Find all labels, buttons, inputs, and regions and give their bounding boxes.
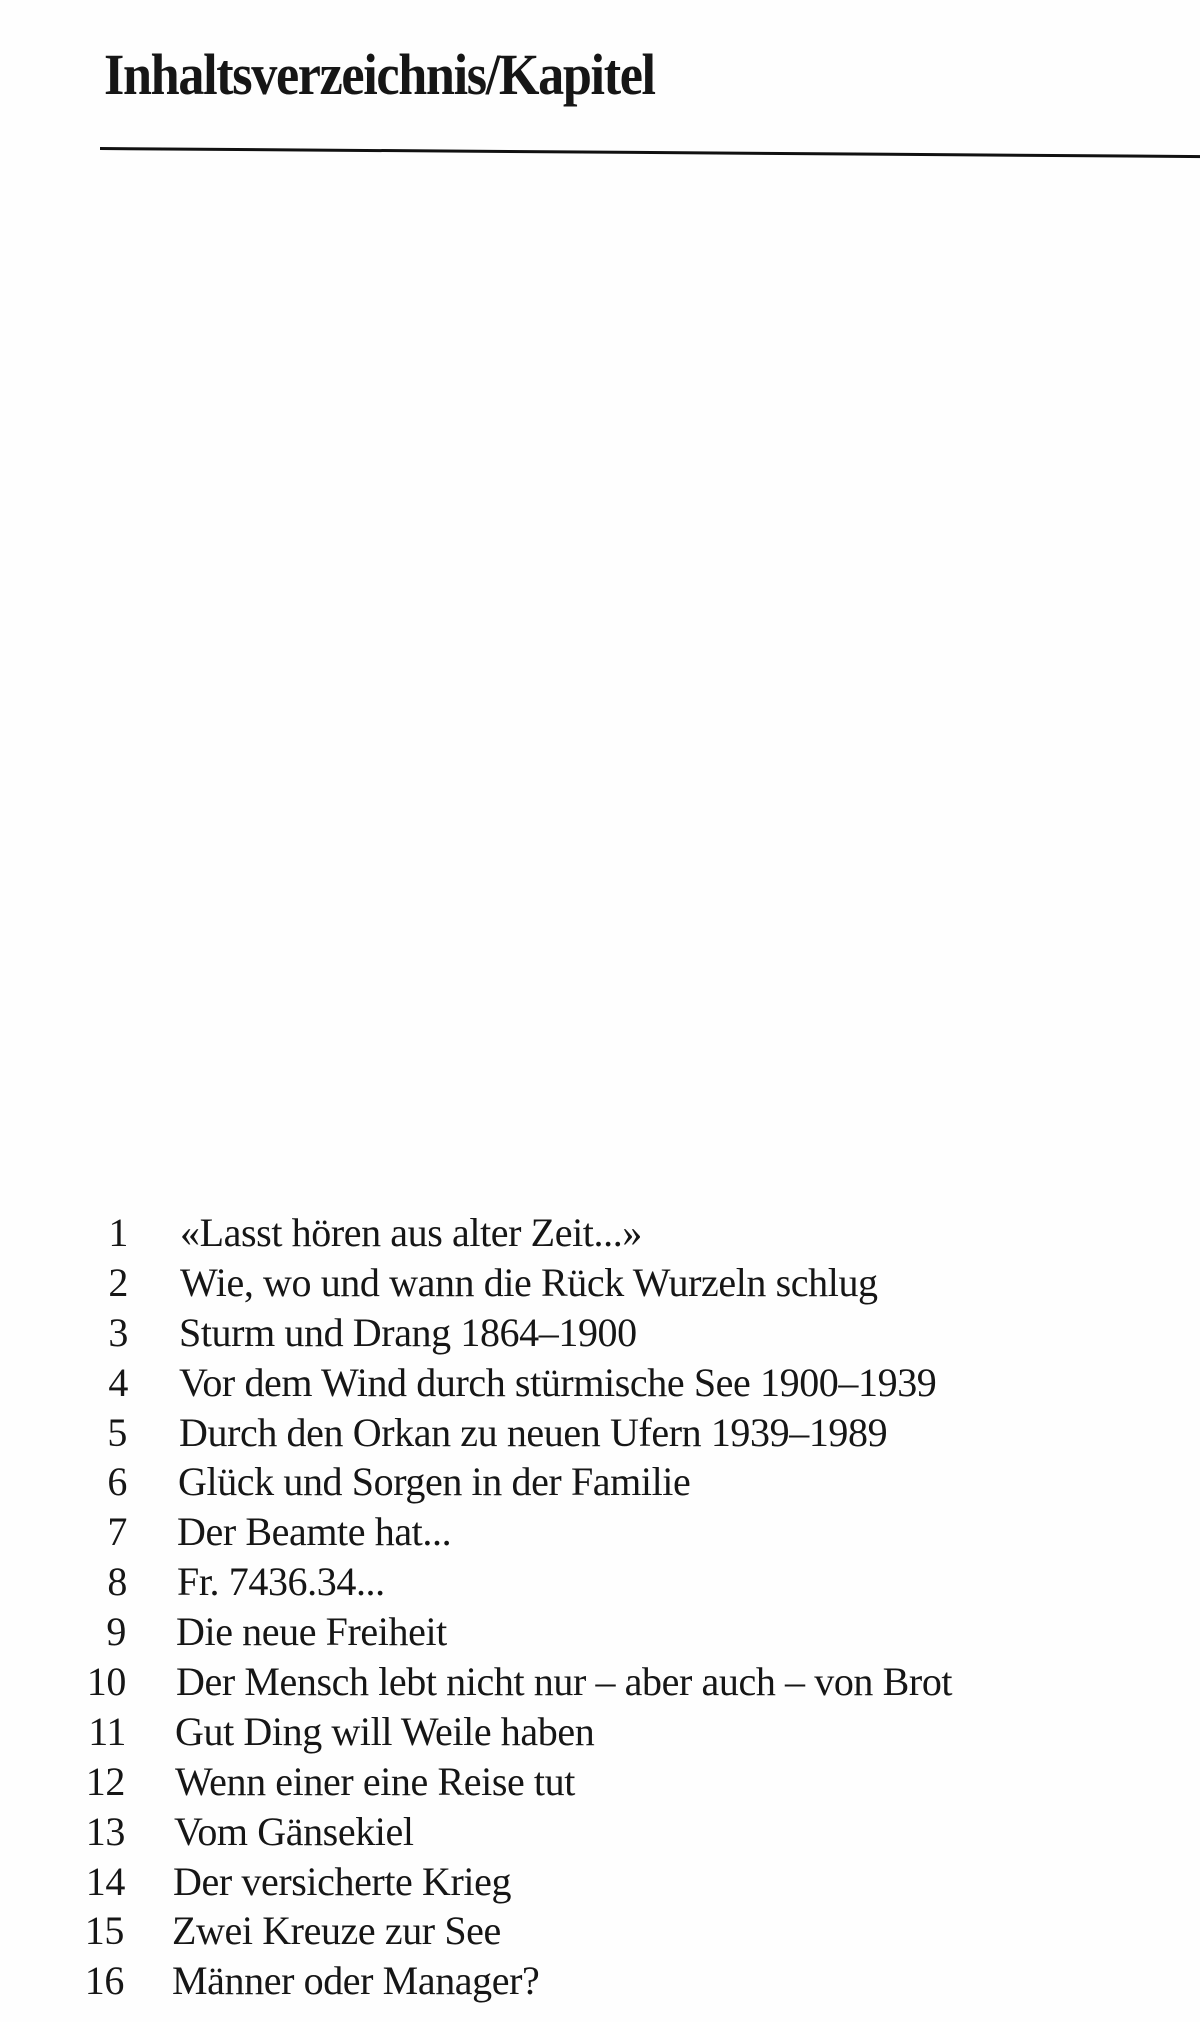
- toc-entry: [0, 1408, 1200, 1458]
- toc-entry: [0, 1906, 1200, 1956]
- chapter-title: Fr. 7436.34...: [177, 1559, 385, 1605]
- chapter-number: 16: [84, 1958, 124, 2004]
- toc-entry: [0, 1657, 1200, 1707]
- chapter-number: 7: [107, 1509, 127, 1555]
- chapter-number: 13: [85, 1808, 125, 1854]
- toc-entry: [0, 1507, 1200, 1557]
- chapter-title: Zwei Kreuze zur See: [172, 1908, 501, 1954]
- chapter-number: 2: [108, 1259, 128, 1305]
- toc-entry: [0, 1557, 1200, 1607]
- toc-entry: [0, 1607, 1200, 1657]
- toc-entry: [0, 1857, 1200, 1907]
- table-of-contents: [0, 1208, 1200, 2006]
- chapter-title: Wenn einer eine Reise tut: [175, 1758, 575, 1804]
- toc-entry: [0, 1757, 1200, 1807]
- toc-entry: [0, 1807, 1200, 1857]
- toc-entry: [0, 1208, 1200, 1258]
- toc-entry: [0, 1956, 1200, 2006]
- chapter-title: Der Beamte hat...: [177, 1509, 452, 1555]
- chapter-title: Sturm und Drang 1864–1900: [179, 1309, 637, 1355]
- chapter-number: 3: [108, 1309, 128, 1355]
- chapter-number: 15: [84, 1908, 124, 1954]
- toc-entry: [0, 1707, 1200, 1757]
- chapter-title: Der Mensch lebt nicht nur – aber auch – von Brot: [176, 1659, 953, 1705]
- chapter-number: 1: [108, 1210, 128, 1255]
- page-title: Inhaltsverzeichnis/Kapitel: [104, 42, 655, 107]
- chapter-number: 11: [88, 1708, 126, 1754]
- chapter-title: Durch den Orkan zu neuen Ufern 1939–1989: [179, 1409, 888, 1455]
- title-rule-divider: [100, 147, 1200, 158]
- chapter-number: 14: [85, 1858, 125, 1904]
- toc-entry: [0, 1457, 1200, 1507]
- toc-entry: [0, 1358, 1200, 1408]
- chapter-number: 4: [108, 1359, 128, 1405]
- toc-entry: [0, 1258, 1200, 1308]
- chapter-number: 5: [107, 1409, 127, 1455]
- chapter-title: Der versicherte Krieg: [173, 1858, 512, 1904]
- chapter-title: «Lasst hören aus alter Zeit...»: [180, 1210, 642, 1255]
- chapter-title: Wie, wo und wann die Rück Wurzeln schlug: [180, 1259, 878, 1305]
- chapter-number: 8: [107, 1559, 127, 1605]
- chapter-number: 9: [106, 1609, 126, 1655]
- chapter-title: Die neue Freiheit: [176, 1609, 447, 1655]
- chapter-title: Vor dem Wind durch stürmische See 1900–1939: [179, 1359, 937, 1405]
- chapter-number: 6: [107, 1459, 127, 1505]
- chapter-title: Vom Gänsekiel: [174, 1808, 414, 1854]
- chapter-number: 10: [86, 1659, 126, 1705]
- chapter-number: 12: [85, 1758, 125, 1804]
- chapter-title: Gut Ding will Weile haben: [175, 1708, 595, 1754]
- chapter-title: Männer oder Manager?: [172, 1958, 540, 2004]
- chapter-title: Glück und Sorgen in der Familie: [178, 1459, 691, 1505]
- toc-entry: [0, 1308, 1200, 1358]
